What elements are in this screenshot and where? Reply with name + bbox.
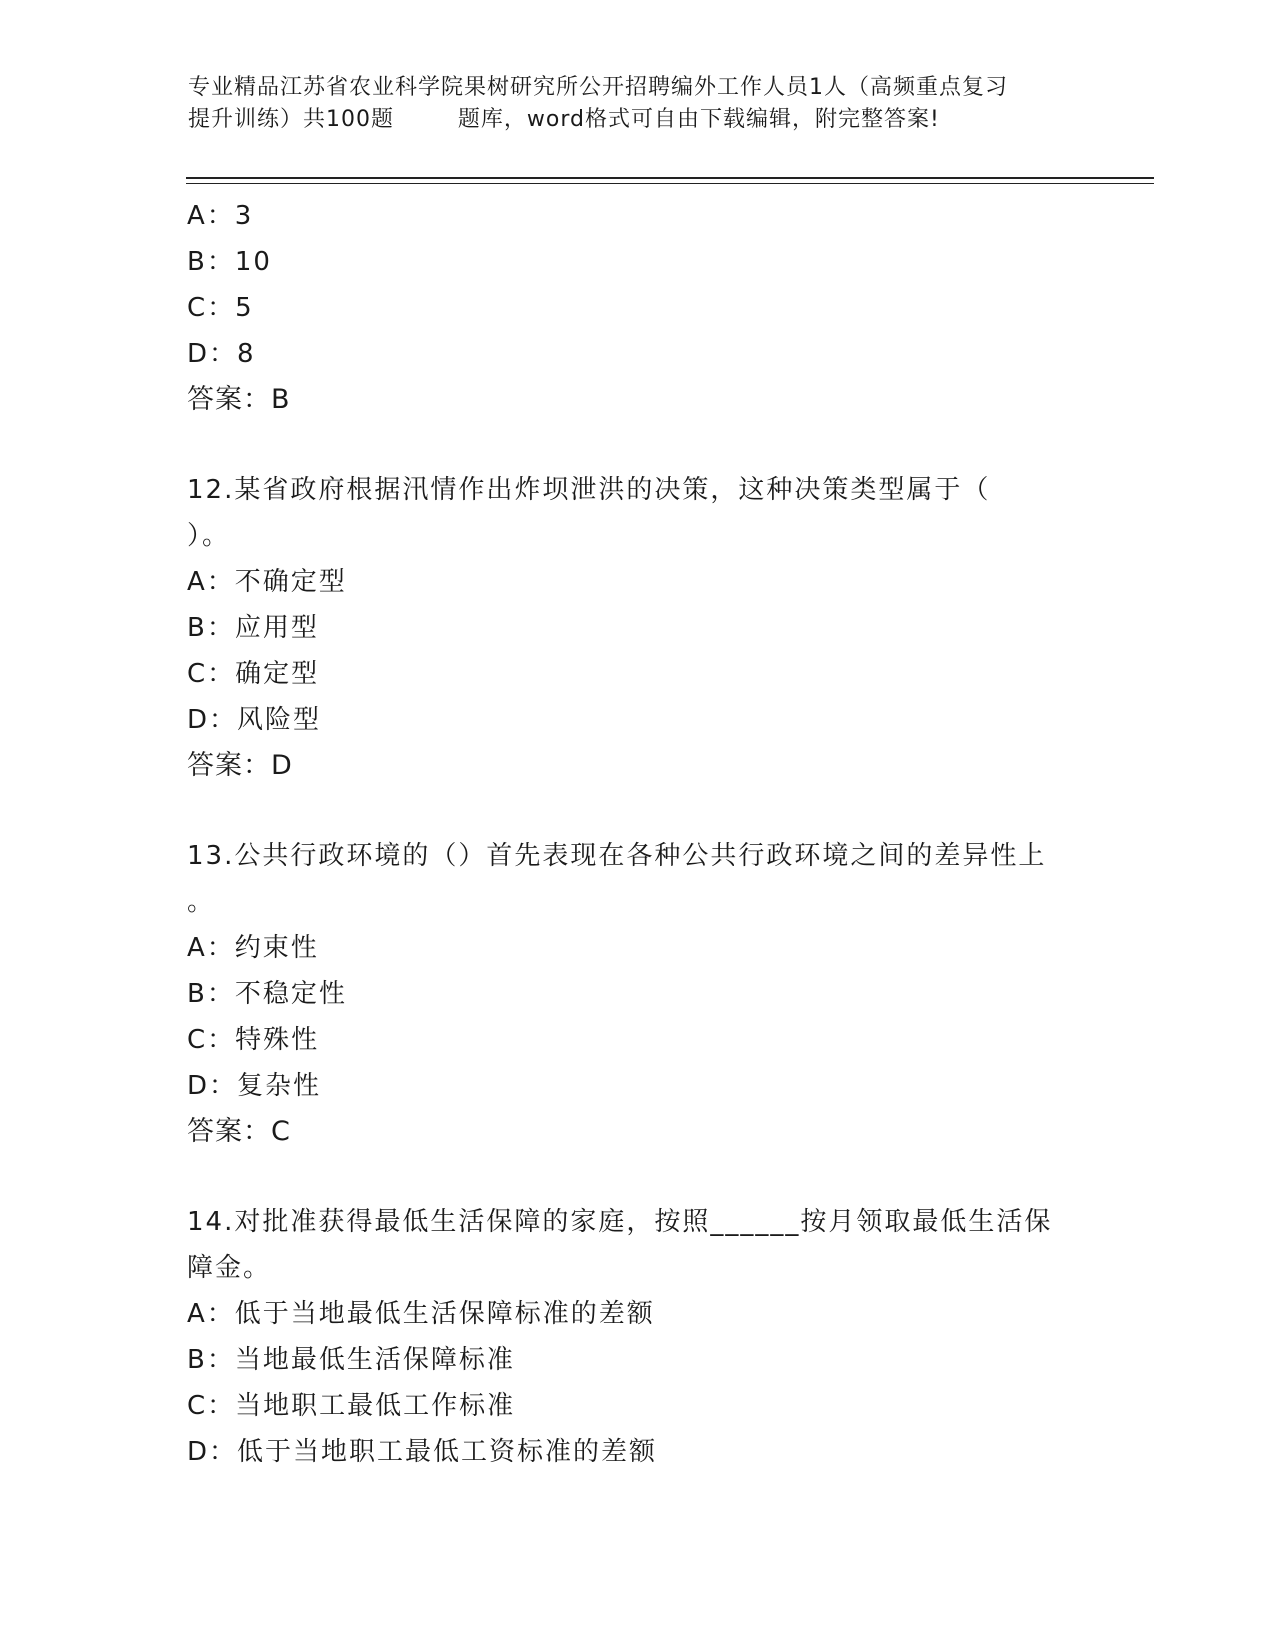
question-block-11 bbox=[187, 193, 1087, 423]
option-b: B：应用型 bbox=[187, 613, 319, 643]
option-a: A：3 bbox=[187, 201, 254, 231]
header-divider-thick bbox=[186, 177, 1154, 179]
document-header bbox=[188, 72, 1088, 136]
question-text bbox=[187, 1199, 1087, 1291]
answer: 答案：B bbox=[187, 384, 291, 415]
option-c: C：特殊性 bbox=[187, 1025, 320, 1055]
option-d: D：8 bbox=[187, 339, 256, 369]
header-line-2: 提升训练）共100题 题库，word格式可自由下载编辑，附完整答案! bbox=[188, 107, 940, 132]
question-list bbox=[187, 193, 1087, 1475]
option-b: B：10 bbox=[187, 247, 272, 277]
option-d: D：风险型 bbox=[187, 705, 322, 735]
question-line: ）。 bbox=[187, 521, 231, 551]
option-a: A：不确定型 bbox=[187, 567, 347, 597]
header-line-1: 专业精品江苏省农业科学院果树研究所公开招聘编外工作人员1人（高频重点复习 bbox=[188, 75, 1008, 100]
question-block-12 bbox=[187, 467, 1087, 789]
option-a: A：约束性 bbox=[187, 933, 319, 963]
question-block-13 bbox=[187, 833, 1087, 1155]
question-line: 13.公共行政环境的（）首先表现在各种公共行政环境之间的差异性上 bbox=[187, 841, 1047, 871]
option-c: C：确定型 bbox=[187, 659, 320, 689]
answer: 答案：D bbox=[187, 750, 293, 781]
option-d: D：复杂性 bbox=[187, 1071, 322, 1101]
question-block-14 bbox=[187, 1199, 1087, 1475]
option-c: C：5 bbox=[187, 293, 254, 323]
question-line: 14.对批准获得最低生活保障的家庭，按照______按月领取最低生活保 bbox=[187, 1207, 1053, 1237]
option-b: B：不稳定性 bbox=[187, 979, 347, 1009]
option-b: B：当地最低生活保障标准 bbox=[187, 1345, 515, 1375]
option-c: C：当地职工最低工作标准 bbox=[187, 1391, 516, 1421]
question-text bbox=[187, 467, 1087, 559]
question-line: 障金。 bbox=[187, 1253, 272, 1283]
question-line: 12.某省政府根据汛情作出炸坝泄洪的决策，这种决策类型属于（ bbox=[187, 475, 991, 505]
question-line: 。 bbox=[187, 887, 216, 917]
option-d: D：低于当地职工最低工资标准的差额 bbox=[187, 1437, 658, 1467]
option-a: A：低于当地最低生活保障标准的差额 bbox=[187, 1299, 655, 1329]
answer: 答案：C bbox=[187, 1116, 291, 1147]
question-text bbox=[187, 833, 1087, 925]
header-divider-thin bbox=[186, 183, 1154, 184]
